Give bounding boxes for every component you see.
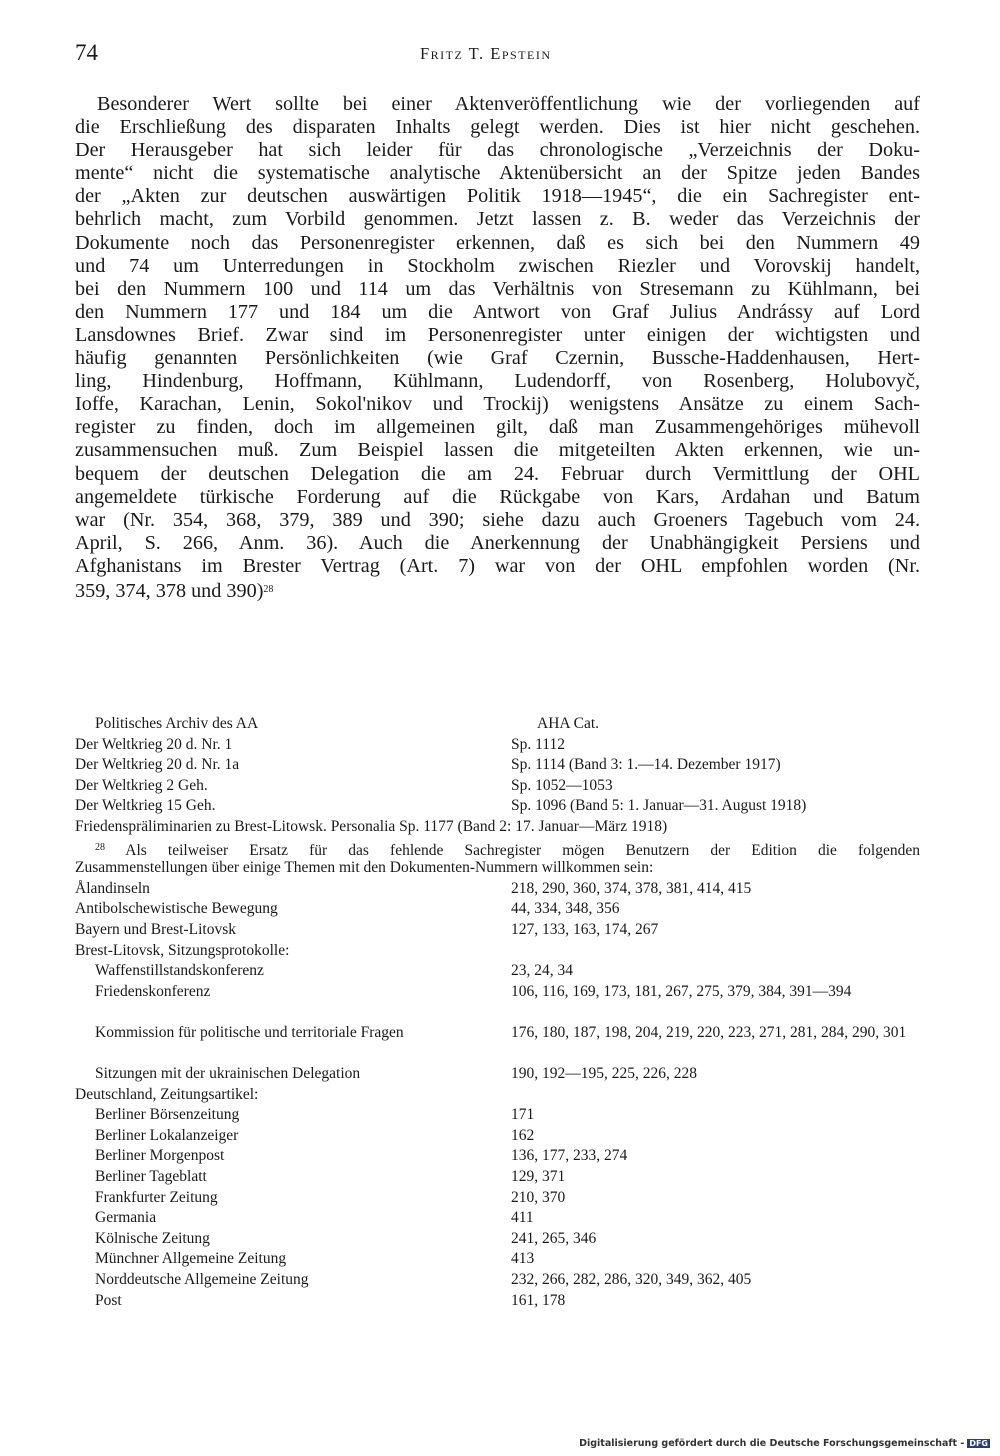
body-line: register zu finden, doch im allgemeinen gilt, daß man Zusammengehöriges mühevoll: [75, 416, 920, 439]
body-line: [75, 578, 920, 601]
index-topic: Berliner Börsenzeitung: [95, 1106, 240, 1124]
archive-file: Der Weltkrieg 15 Geh.: [75, 797, 216, 815]
index-topic: Frankfurter Zeitung: [95, 1188, 218, 1206]
index-topic: Münchner Allgemeine Zeitung: [95, 1250, 287, 1268]
archive-catalog: Sp. 1114 (Band 3: 1.—14. Dezember 1917): [511, 756, 781, 774]
archive-row: [75, 796, 920, 817]
body-line: bequem der deutschen Delegation die am 24. Februar durch Vermittlung der OHL: [75, 462, 920, 485]
index-row: [75, 1064, 920, 1085]
index-row: [75, 899, 920, 920]
body-line: mente“ nicht die systematische analytische Aktenübersicht an der Spitze jeden Bandes: [75, 162, 920, 185]
index-topic: Deutschland, Zeitungsartikel:: [75, 1085, 259, 1103]
index-topic: Ålandinseln: [75, 879, 150, 897]
footer-text: Digitalisierung gefördert durch die Deutsche Forschungsgemeinschaft -: [579, 1438, 965, 1449]
index-row: [75, 941, 920, 962]
index-numbers: 413: [511, 1250, 535, 1268]
body-line: Der Herausgeber hat sich leider für das chronologische „Verzeichnis der Doku-: [75, 139, 920, 162]
body-line: ling, Hindenburg, Hoffmann, Kühlmann, Ludendorff, von Rosenberg, Holubovyč,: [75, 370, 920, 393]
index-topic: Kölnische Zeitung: [95, 1229, 210, 1247]
archive-file: Der Weltkrieg 2 Geh.: [75, 776, 208, 794]
body-line: bei den Nummern 100 und 114 um das Verhältnis von Stresemann zu Kühlmann, bei: [75, 277, 920, 300]
index-numbers: 241, 265, 346: [511, 1229, 597, 1247]
index-topic: Bayern und Brest-Litovsk: [75, 920, 237, 938]
index-numbers: 23, 24, 34: [511, 962, 573, 980]
index-topic: Berliner Tageblatt: [95, 1168, 207, 1186]
index-numbers: 44, 334, 348, 356: [511, 900, 620, 918]
body-line: die Erschließung des disparaten Inhalts gelegt werden. Dies ist hier nicht geschehen.: [75, 116, 920, 139]
index-numbers: 171: [511, 1106, 535, 1124]
archive-header-right: AHA Cat.: [537, 715, 599, 732]
index-numbers: 106, 116, 169, 173, 181, 267, 275, 379, 384, 391—394: [511, 982, 852, 1000]
index-topic: Germania: [95, 1209, 157, 1227]
body-line: Besonderer Wert sollte bei einer Aktenveröffentlichung wie der vorliegenden auf: [97, 93, 920, 115]
archive-row: [75, 735, 920, 756]
index-row: [75, 1208, 920, 1229]
index-numbers: 161, 178: [511, 1291, 566, 1309]
index-row: [75, 1188, 920, 1209]
footnote-ref-28: 28: [263, 583, 274, 595]
body-line: zusammensuchen muß. Zum Beispiel lassen die mitgeteilten Akten erkennen, wie un-: [75, 439, 920, 462]
index-topic: Post: [95, 1291, 122, 1309]
index-numbers: 136, 177, 233, 274: [511, 1147, 628, 1165]
index-numbers: 218, 290, 360, 374, 378, 381, 414, 415: [511, 879, 752, 897]
body-line: der „Akten zur deutschen auswärtigen Politik 1918—1945“, die ein Sachregister ent-: [75, 185, 920, 208]
archive-row: [75, 755, 920, 776]
archive-row: [75, 776, 920, 797]
body-line: häufig genannten Persönlichkeiten (wie Graf Czernin, Bussche-Haddenhausen, Hert-: [75, 347, 920, 370]
body-text: [75, 93, 920, 601]
index-topic: Berliner Lokalanzeiger: [95, 1126, 239, 1144]
index-numbers: 162: [511, 1126, 535, 1144]
index-topic: Kommission für politische und territoriale Fragen: [95, 1023, 404, 1041]
index-row: [75, 1146, 920, 1167]
index-row: [75, 920, 920, 941]
index-topic: Brest-Litovsk, Sitzungsprotokolle:: [75, 941, 290, 959]
index-topic: Norddeutsche Allgemeine Zeitung: [95, 1271, 309, 1289]
index-topic: Berliner Morgenpost: [95, 1147, 225, 1165]
index-row: [75, 1249, 920, 1270]
index-numbers: 129, 371: [511, 1168, 566, 1186]
dfg-logo: DFG: [969, 1439, 988, 1448]
index-row: [75, 1105, 920, 1126]
archive-header-row: [75, 714, 920, 735]
index-topic: Sitzungen mit der ukrainischen Delegation: [95, 1065, 361, 1083]
index-numbers: 127, 133, 163, 174, 267: [511, 920, 659, 938]
index-numbers: 176, 180, 187, 198, 204, 219, 220, 223, 271, 281, 284, 290, 301: [511, 1023, 907, 1041]
body-line: Ioffe, Karachan, Lenin, Sokol'nikov und Trockij) wenigstens Ansätze zu einem Sach-: [75, 393, 920, 416]
index-row: [75, 1229, 920, 1250]
body-line: war (Nr. 354, 368, 379, 389 und 390; siehe dazu auch Groeners Tagebuch vom 24.: [75, 508, 920, 531]
index-row: [75, 961, 920, 982]
archive-header-left: Politisches Archiv des AA: [95, 715, 259, 732]
index-topic: Waffenstillstandskonferenz: [95, 962, 264, 980]
body-line: angemeldete türkische Forderung auf die Rückgabe von Kars, Ardahan und Batum: [75, 485, 920, 508]
footnote-text: Als teilweiser Ersatz für das fehlende Sachregister mögen Benutzern der Edition die folgenden: [125, 841, 920, 859]
index-row: [75, 1023, 920, 1064]
page-number: 74: [75, 40, 98, 65]
archive-catalog: Sp. 1052—1053: [511, 776, 613, 794]
archive-catalog: Sp. 1096 (Band 5: 1. Januar—31. August 1918): [511, 797, 807, 815]
index-topic: Antibolschewistische Bewegung: [75, 900, 278, 918]
footnote-block: [75, 714, 920, 1311]
index-row: [75, 1167, 920, 1188]
running-head: Fritz T. Epstein: [420, 44, 552, 63]
archive-last-line: Friedenspräliminarien zu Brest-Litowsk. Personalia Sp. 1177 (Band 2: 17. Januar—März 1918): [75, 817, 668, 835]
footnote-line: [75, 838, 920, 859]
index-row: [75, 1291, 920, 1312]
body-last-text: 359, 374, 378 und 390): [75, 579, 264, 602]
index-topic: Friedenskonferenz: [95, 982, 211, 1000]
footnote-line: Zusammenstellungen über einige Themen mit den Dokumenten-Nummern willkommen sein:: [75, 859, 654, 877]
body-line: Lansdownes Brief. Zwar sind im Personenregister unter einigen der wichtigsten und: [75, 323, 920, 346]
body-line: behrlich macht, zum Vorbild genommen. Jetzt lassen z. B. weder das Verzeichnis der: [75, 208, 920, 231]
footnote-marker: 28: [95, 841, 105, 853]
body-line: Afghanistans im Brester Vertrag (Art. 7) war von der OHL empfohlen worden (Nr.: [75, 554, 920, 577]
archive-file: Der Weltkrieg 20 d. Nr. 1a: [75, 756, 240, 774]
index-row: [75, 1126, 920, 1147]
archive-file: Der Weltkrieg 20 d. Nr. 1: [75, 735, 233, 753]
index-numbers: 232, 266, 282, 286, 320, 349, 362, 405: [511, 1271, 752, 1289]
index-row: [75, 1085, 920, 1106]
body-line: den Nummern 177 und 184 um die Antwort von Graf Julius Andrássy auf Lord: [75, 300, 920, 323]
archive-catalog: Sp. 1112: [511, 735, 565, 753]
body-line: April, S. 266, Anm. 36). Auch die Anerkennung der Unabhängigkeit Persiens und: [75, 531, 920, 554]
index-row: [75, 879, 920, 900]
body-line: und 74 um Unterredungen in Stockholm zwischen Riezler und Vorovskij handelt,: [75, 254, 920, 277]
index-row: [75, 1270, 920, 1291]
index-numbers: 210, 370: [511, 1188, 566, 1206]
index-numbers: 190, 192—195, 225, 226, 228: [511, 1065, 697, 1083]
body-line: Dokumente noch das Personenregister erkennen, daß es sich bei den Nummern 49: [75, 231, 920, 254]
digitization-footer: [579, 1438, 990, 1449]
index-numbers: 411: [511, 1209, 534, 1227]
index-row: [75, 982, 920, 1023]
